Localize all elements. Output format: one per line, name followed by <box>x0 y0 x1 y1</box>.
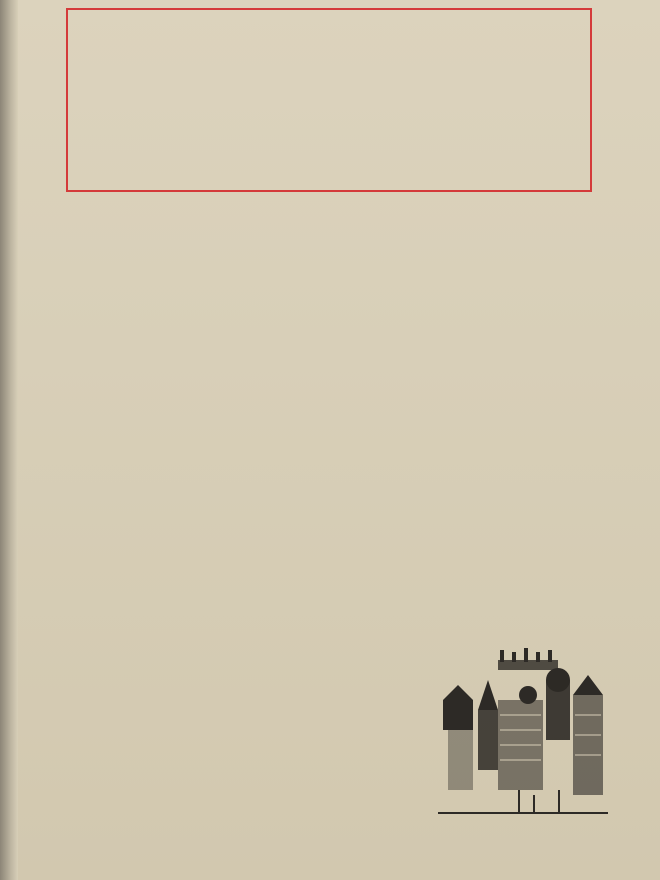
city-illustration <box>438 640 608 830</box>
calendar-table <box>66 8 592 192</box>
page-fold-shadow <box>0 0 18 880</box>
calendar-grid <box>68 10 590 190</box>
